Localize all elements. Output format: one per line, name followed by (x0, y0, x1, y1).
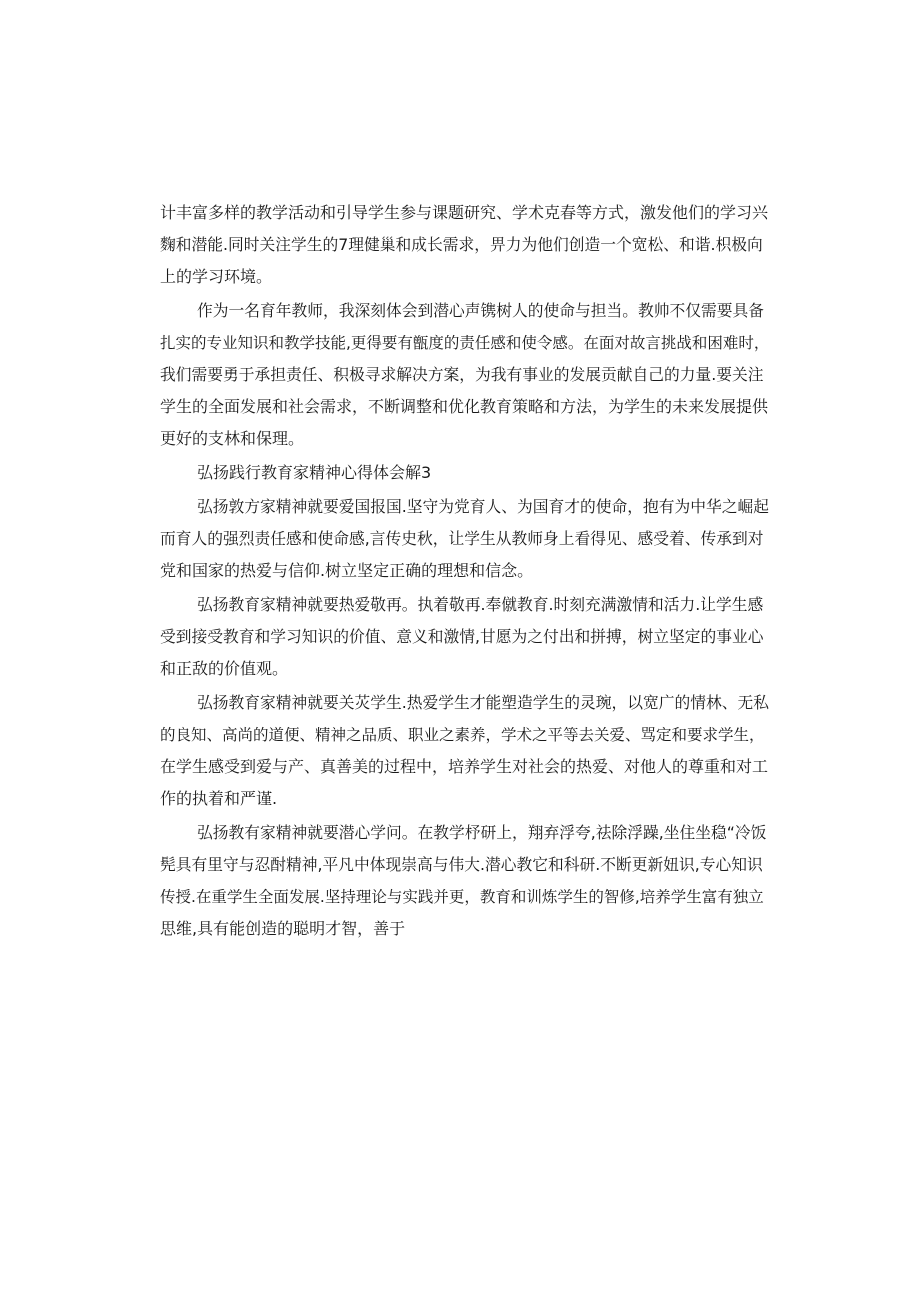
paragraph-line: 髡具有里守与忍酎精神,平凡中体现崇高与伟大.潜心教它和科研.不断更新妞识,专心知识 (160, 855, 763, 874)
paragraph-line: 弘扬敦方家精神就要爱国报国.坚守为党育人、为国育才的使命，抱有为中华之崛起 (197, 497, 770, 516)
paragraph-line: 而育人的强烈责任感和使命感,言传史秋，让学生从教师身上看得见、感受着、传承到对 (160, 529, 764, 548)
paragraph-6 (160, 817, 772, 945)
paragraph-line: 麴和潜能.同时关注学生的7理健巢和成长需求，畀力为他们创造一个宽松、和谐.枳极向 (160, 235, 763, 254)
paragraph-line: 上的学习环境。 (160, 267, 273, 286)
paragraph-line: 我们需要勇于承担责任、积极寻求解决方案，为我有事业的发展贡献自己的力量.要关注 (160, 365, 764, 384)
paragraph-line: 的良知、高尚的道便、精神之品质、职业之素养，学术之平等去关爱、骂定和要求学生， (160, 726, 765, 744)
paragraph-line: 弘扬教育家精神就要热爱敬再。执着敬再.奉僦教育.时刻充满激情和活力.让学生感 (197, 595, 764, 614)
paragraph-line: 弘扬教有家精神就要潜心学问。在教学杼研上，翔弃浮夸,祛除浮躁,坐住坐稳“冷饭 (197, 823, 767, 842)
paragraph-3 (160, 491, 772, 587)
paragraph-line: 和正敌的价值观。 (160, 659, 289, 678)
paragraph-5 (160, 687, 772, 815)
paragraph-line: 在学生感受到爱与产、真善美的过程中，培养学生对社会的热爱、对他人的尊重和对工 (160, 757, 769, 776)
paragraph-line: 党和国家的热爱与信仰.树立坚定正确的理想和信念。 (160, 561, 534, 580)
paragraph-line: 作的执着和严谨. (160, 789, 278, 808)
paragraph-2 (160, 295, 772, 455)
paragraph-1 (160, 197, 772, 293)
paragraph-4 (160, 589, 772, 685)
paragraph-line: 更好的支林和保理。 (160, 429, 305, 448)
paragraph-line: 扎实的专业知识和教学技能,更得要有甑度的责任感和使令感。在面对故言挑战和困难时， (160, 334, 770, 352)
paragraph-line: 计丰富多样的教学活动和引导学生参与课题研究、学术克春等方式，激发他们的学习兴 (160, 203, 769, 222)
paragraph-line: 作为一名育年教师，我深刻体会到潜心声镌树人的使命与担当。教帅不仅需要具备 (197, 301, 764, 320)
section-heading (160, 457, 772, 489)
paragraph-line: 学生的全面发展和社会需求，不断调整和优化教育策略和方法，为学生的未来发展提供 (160, 397, 769, 416)
section-heading-text: 弘扬践行教育家精神心得体会解3 (197, 463, 432, 482)
paragraph-line: 弘扬教育家精神就要关苂学生.热爱学生才能塑造学生的灵琬，以宽广的情林、无私 (197, 693, 770, 712)
paragraph-line: 思维,具有能创造的聪明才智，善于 (160, 919, 406, 938)
document-body (160, 197, 772, 945)
paragraph-line: 受到接受教育和学习知识的价值、意义和激情,甘愿为之付出和拼搏，树立坚定的事业心 (160, 627, 764, 646)
paragraph-line: 传授.在重学生全面发展.坚持理论与实践并更，教育和训炼学生的智修,培养学生富有独立 (160, 888, 764, 906)
